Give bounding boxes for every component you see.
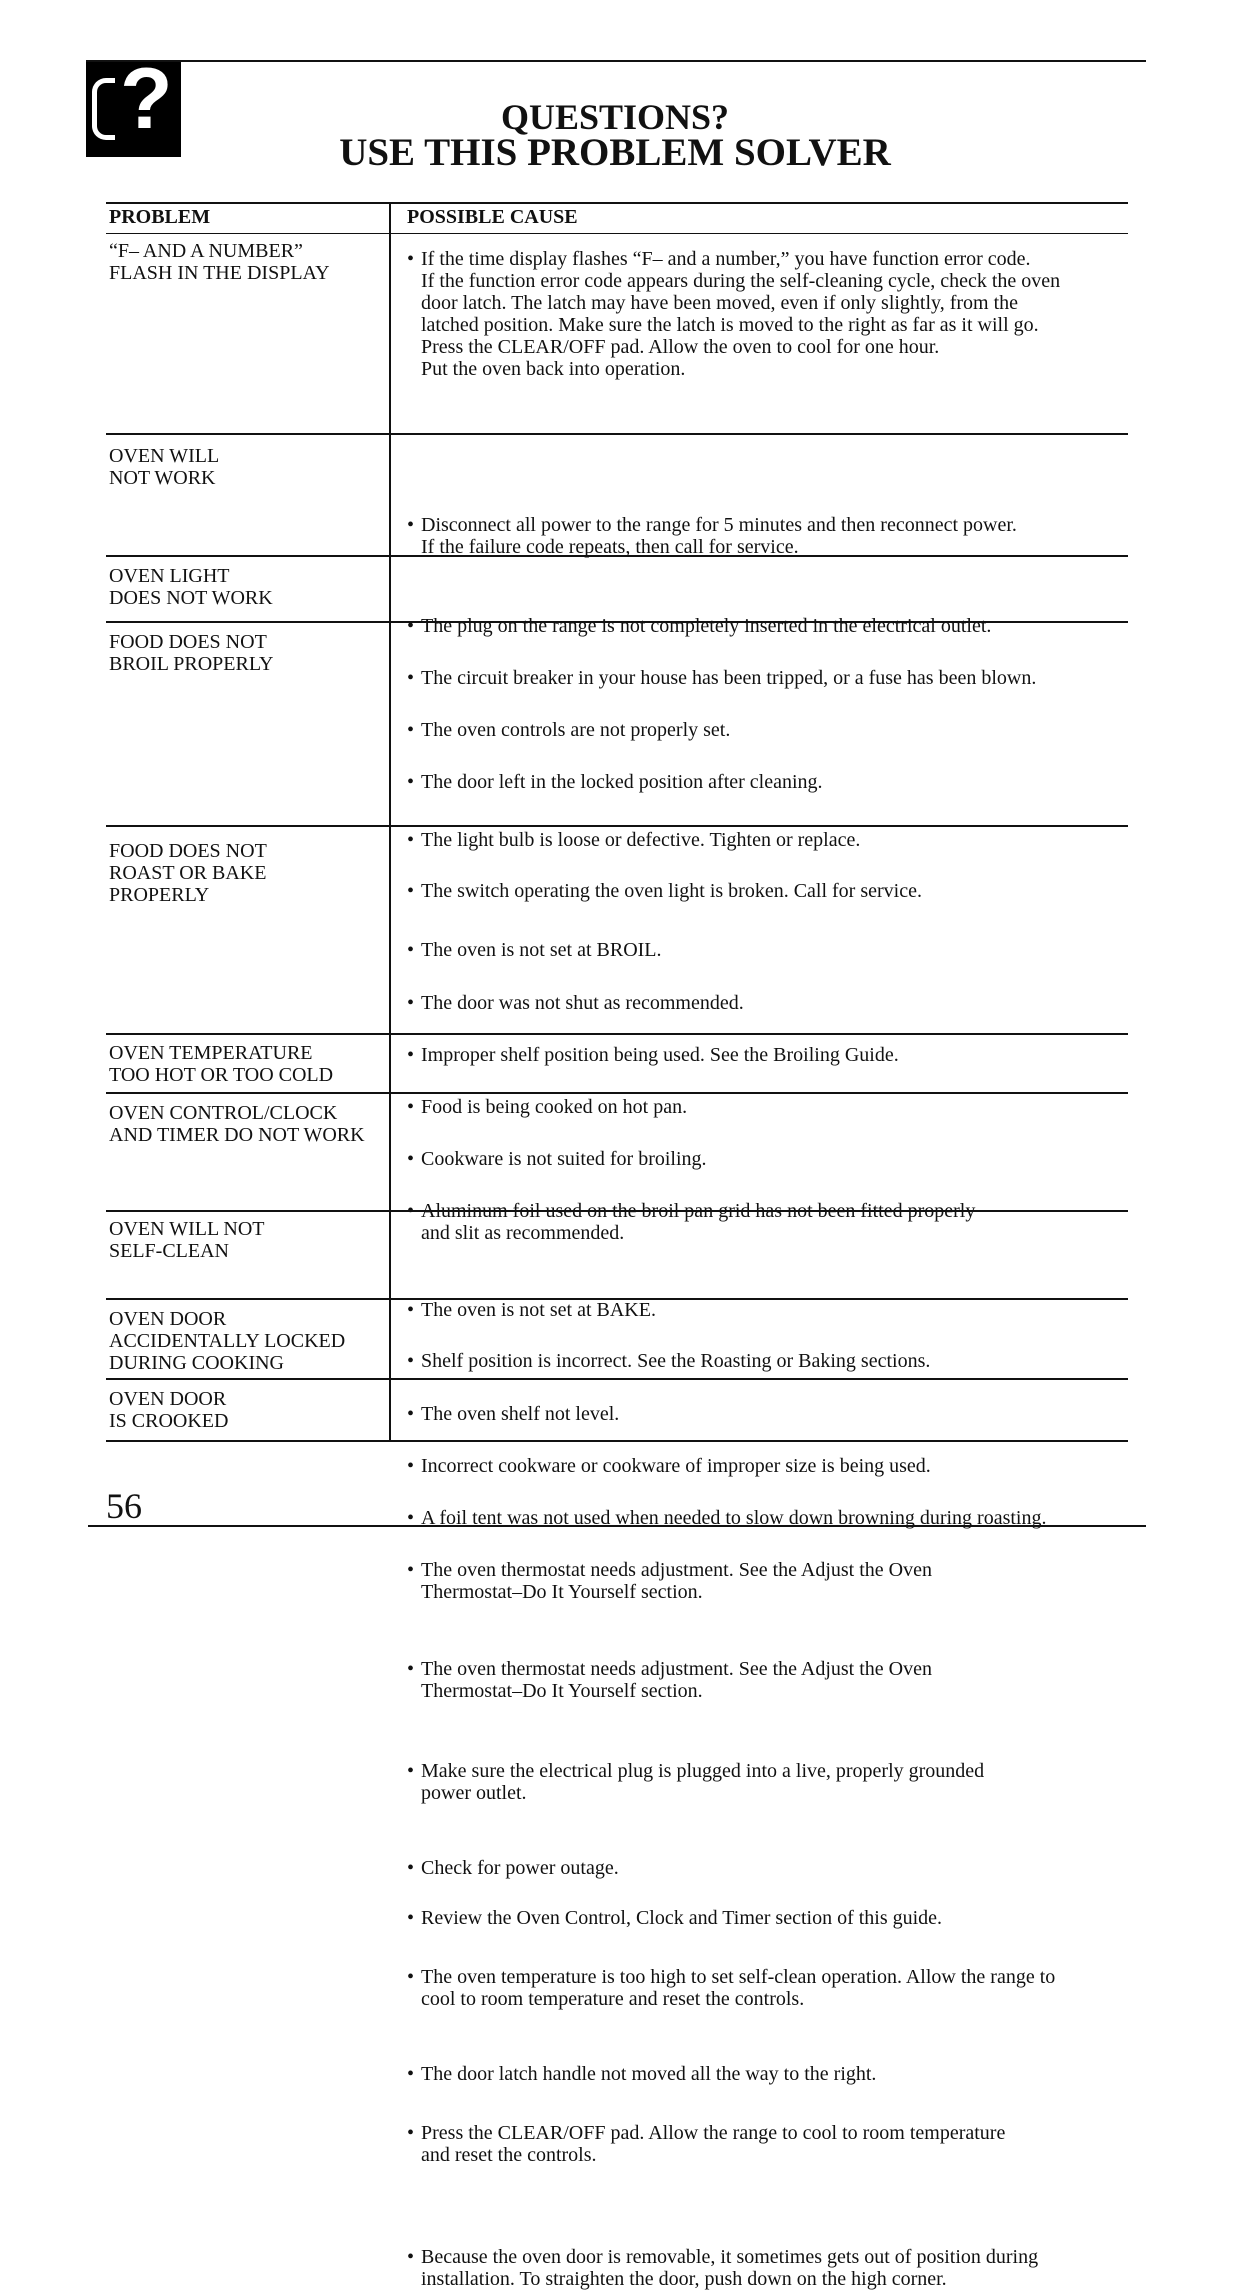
cause-line: • The oven thermostat needs adjustment. See the Adjust the Oven [421,1559,932,1581]
problem-line: OVEN WILL NOT [109,1218,265,1240]
problem-line: ROAST OR BAKE [109,862,267,884]
problem-cell [109,565,387,609]
problem-cell [109,1388,387,1432]
cause-line: Thermostat–Do It Yourself section. [421,1581,703,1603]
cause-item [407,880,1146,902]
cause-item [407,1350,1146,1372]
cause-line: • The oven is not set at BAKE. [421,1299,656,1321]
row-divider [106,1378,1128,1380]
row-divider [106,555,1128,557]
cause-item [407,1966,1146,2010]
cause-line: • The oven temperature is too high to set self-clean operation. Allow the range to [421,1966,1056,1988]
row-divider [106,1092,1128,1094]
row-divider [106,1298,1128,1300]
cause-item [407,615,1146,637]
page-title-line2: USE THIS PROBLEM SOLVER [339,131,891,174]
cause-line: • Check for power outage. [421,1857,619,1879]
table-top-rule [106,202,1128,204]
problem-line: OVEN WILL [109,445,220,467]
problem-cell [109,1102,387,1146]
cause-line: power outlet. [421,1782,527,1804]
row-divider [106,825,1128,827]
cause-line: cool to room temperature and reset the controls. [421,1988,805,2010]
cause-line: • Aluminum foil used on the broil pan grid has not been fitted properly [421,1200,976,1222]
cause-line: • The door left in the locked position after cleaning. [421,771,823,793]
problem-line: OVEN TEMPERATURE [109,1042,313,1064]
cause-line: and slit as recommended. [421,1222,625,1244]
cause-line: • The circuit breaker in your house has been tripped, or a fuse has been blown. [421,667,1037,689]
cause-item [407,1044,1146,1066]
cause-item [407,2063,1146,2085]
problem-cell [109,1218,387,1262]
row-divider [106,621,1128,623]
cause-item [407,1200,1146,1244]
problem-cell [109,240,387,284]
column-header-problem: PROBLEM [109,206,211,228]
cause-line: • Incorrect cookware or cookware of improper size is being used. [421,1455,931,1477]
problem-line: FOOD DOES NOT [109,840,267,862]
cause-line: • The oven thermostat needs adjustment. See the Adjust the Oven [421,1658,932,1680]
problem-line: FOOD DOES NOT [109,631,267,653]
problem-line: OVEN DOOR [109,1388,227,1410]
cause-line: and reset the controls. [421,2144,597,2166]
cause-line: • Food is being cooked on hot pan. [421,1096,688,1118]
problem-line: PROPERLY [109,884,210,906]
cause-line: door latch. The latch may have been moved, even if only slightly, from the [421,292,1019,314]
cause-line: • A foil tent was not used when needed to slow down browning during roasting. [421,1507,1047,1529]
cause-line: • The plug on the range is not completely inserted in the electrical outlet. [421,615,992,637]
cause-item [407,1760,1146,1804]
problem-cell [109,1042,387,1086]
problem-line: “F– AND A NUMBER” [109,240,303,262]
page-title-line1: QUESTIONS? [500,97,730,137]
cause-item [407,2246,1146,2290]
cause-line: If the failure code repeats, then call for service. [421,536,799,558]
table-column-divider [389,202,391,1442]
cause-item [407,1096,1146,1118]
cause-item [407,939,1146,961]
cause-line: Thermostat–Do It Yourself section. [421,1680,703,1702]
problem-line: DOES NOT WORK [109,587,273,609]
problem-cell [109,840,387,906]
cause-line: • The oven controls are not properly set. [421,719,731,741]
cause-line: • The door latch handle not moved all the way to the right. [421,2063,877,2085]
row-divider [106,1033,1128,1035]
cause-item [407,1907,1146,1929]
cause-line: • The light bulb is loose or defective. Tighten or replace. [421,829,861,851]
page-number: 56 [106,1486,142,1526]
problem-line: OVEN LIGHT [109,565,230,587]
problem-line: TOO HOT OR TOO COLD [109,1064,334,1086]
cause-line: • The switch operating the oven light is broken. Call for service. [421,880,922,902]
cause-line: installation. To straighten the door, push down on the high corner. [421,2268,947,2290]
problem-line: AND TIMER DO NOT WORK [109,1124,365,1146]
cause-line: • The oven shelf not level. [421,1403,620,1425]
cause-item [407,1658,1146,1702]
cause-item [407,514,1146,558]
row-divider [106,1210,1128,1212]
cause-line: • Shelf position is incorrect. See the Roasting or Baking sections. [421,1350,931,1372]
problem-line: IS CROOKED [109,1410,229,1432]
cause-item [407,1857,1146,1879]
cause-item [407,992,1146,1014]
cause-item [407,1148,1146,1170]
cause-line: latched position. Make sure the latch is moved to the right as far as it will go. [421,314,1039,336]
problem-line: OVEN CONTROL/CLOCK [109,1102,338,1124]
problem-cell [109,445,387,489]
cause-item [407,1299,1146,1321]
cause-line: • Cookware is not suited for broiling. [421,1148,707,1170]
cause-line: • Because the oven door is removable, it sometimes gets out of position during [421,2246,1039,2268]
question-mark-icon: ? [120,62,173,147]
cause-item [407,1559,1146,1603]
problem-line: BROIL PROPERLY [109,653,274,675]
cause-item [407,1455,1146,1477]
cause-item [407,1403,1146,1425]
header-rule [106,233,1128,234]
cause-line: Press the CLEAR/OFF pad. Allow the oven to cool for one hour. [421,336,940,358]
cause-item [407,2122,1146,2166]
problem-line: DURING COOKING [109,1352,284,1374]
problem-line: NOT WORK [109,467,216,489]
cause-item [407,719,1146,741]
cause-line: If the function error code appears during the self-cleaning cycle, check the oven [421,270,1061,292]
cause-line: • The oven is not set at BROIL. [421,939,662,961]
cause-line: • Disconnect all power to the range for 5 minutes and then reconnect power. [421,514,1017,536]
row-divider [106,433,1128,435]
cause-line: • Review the Oven Control, Clock and Timer section of this guide. [421,1907,943,1929]
table-bottom-rule [106,1440,1128,1442]
problem-cell [109,1308,387,1374]
cause-item [407,829,1146,851]
cause-line: • The door was not shut as recommended. [421,992,744,1014]
cause-item [407,248,1146,380]
cause-line: • Make sure the electrical plug is plugged into a live, properly grounded [421,1760,985,1782]
problem-line: ACCIDENTALLY LOCKED [109,1330,346,1352]
phone-question-icon [86,62,181,157]
top-rule [86,60,1146,62]
cause-line: • Improper shelf position being used. See the Broiling Guide. [421,1044,899,1066]
cause-line: Put the oven back into operation. [421,358,686,380]
problem-line: OVEN DOOR [109,1308,227,1330]
problem-cell [109,631,387,675]
problem-line: FLASH IN THE DISPLAY [109,262,330,284]
cause-item [407,667,1146,689]
cause-item [407,771,1146,793]
phone-handset-icon [92,78,115,140]
cause-line: • If the time display flashes “F– and a number,” you have function error code. [421,248,1031,270]
column-header-possible-cause: POSSIBLE CAUSE [407,206,578,228]
cause-line: • Press the CLEAR/OFF pad. Allow the range to cool to room temperature [421,2122,1006,2144]
bottom-rule [88,1525,1146,1527]
problem-line: SELF-CLEAN [109,1240,229,1262]
